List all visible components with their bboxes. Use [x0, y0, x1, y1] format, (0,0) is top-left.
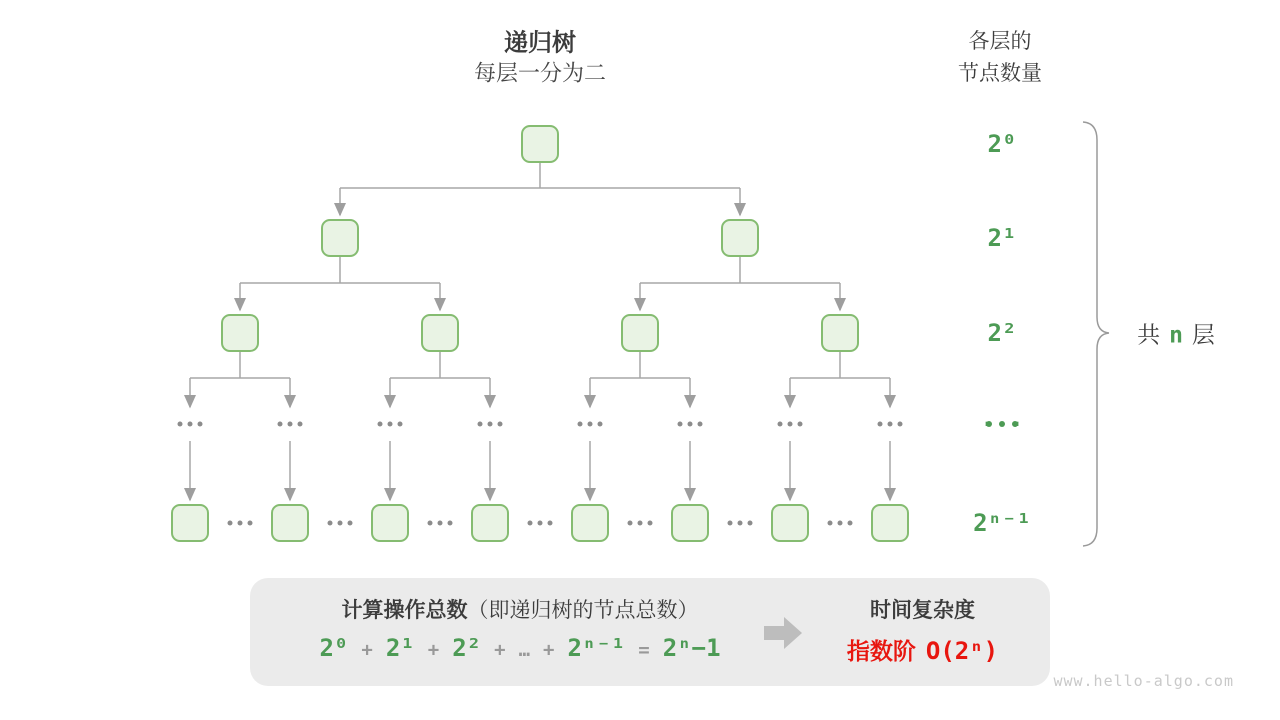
ellipsis-nodes-icon	[178, 422, 203, 427]
dot	[848, 521, 853, 526]
ellipsis-nodes-icon	[578, 422, 603, 427]
dot	[738, 521, 743, 526]
ellipsis-nodes-icon	[378, 422, 403, 427]
dot	[228, 521, 233, 526]
dot	[178, 422, 183, 427]
ellipsis-separator-icon	[628, 521, 653, 526]
dot	[878, 422, 883, 427]
tree-node-level2	[821, 314, 859, 352]
complexity-result	[847, 633, 998, 666]
dot	[188, 422, 193, 427]
tree-node-level4	[871, 504, 909, 542]
tree-node-level4	[471, 504, 509, 542]
operations-title-bold: 计算操作总数	[341, 599, 468, 622]
dot	[338, 521, 343, 526]
operations-summary	[270, 594, 770, 662]
formula-token: 2²	[452, 634, 482, 662]
dot	[198, 422, 203, 427]
formula-token: 2⁰	[319, 634, 349, 662]
tree-node-level4	[171, 504, 209, 542]
series-formula	[319, 634, 720, 662]
formula-token: +	[361, 639, 373, 661]
formula-token: 2ⁿ⁻¹	[567, 634, 626, 662]
ellipsis-separator-icon	[728, 521, 753, 526]
levels-brace	[1083, 122, 1109, 546]
dot	[488, 422, 493, 427]
level-count-label-3: ···	[980, 410, 1024, 438]
dot	[778, 422, 783, 427]
operations-title	[270, 594, 770, 624]
total-levels-suffix: 层	[1191, 321, 1215, 348]
dot	[698, 422, 703, 427]
dot	[478, 422, 483, 427]
dot	[288, 422, 293, 427]
diagram-title: 递归树	[504, 29, 576, 57]
ellipsis-nodes-icon	[878, 422, 903, 427]
dot	[348, 521, 353, 526]
dot	[638, 521, 643, 526]
dot	[538, 521, 543, 526]
operations-title-paren: （即递归树的节点总数）	[467, 599, 699, 622]
total-levels-prefix: 共	[1137, 321, 1161, 348]
tree-node-level2	[621, 314, 659, 352]
level-count-label-4: 2ⁿ⁻¹	[973, 509, 1031, 537]
formula-token: 2ⁿ−1	[662, 634, 721, 662]
formula-token: 2¹	[385, 634, 415, 662]
tree-node-level4	[771, 504, 809, 542]
level-count-label-2: 2²	[987, 319, 1017, 347]
dot	[728, 521, 733, 526]
dot	[278, 422, 283, 427]
dot	[688, 422, 693, 427]
ellipsis-nodes-icon	[478, 422, 503, 427]
dot	[578, 422, 583, 427]
level-count-label-1: 2¹	[987, 224, 1017, 252]
dot	[588, 422, 593, 427]
big-o-expression: O(2ⁿ)	[925, 637, 999, 665]
tree-node-level4	[571, 504, 609, 542]
dot	[438, 521, 443, 526]
dot	[448, 521, 453, 526]
complexity-class-label: 指数阶	[846, 638, 916, 664]
ellipsis-nodes-icon	[278, 422, 303, 427]
formula-token: =	[638, 639, 650, 661]
tree-node-level4	[671, 504, 709, 542]
dot	[798, 422, 803, 427]
dot	[898, 422, 903, 427]
ellipsis-separator-icon	[328, 521, 353, 526]
dot	[528, 521, 533, 526]
tree-node-level0	[521, 125, 559, 163]
diagram-subtitle: 每层一分为二	[473, 60, 607, 86]
level-count-header-line1: 各层的	[968, 30, 1032, 53]
total-levels-variable: n	[1169, 322, 1183, 349]
dot	[378, 422, 383, 427]
dot	[748, 521, 753, 526]
dot	[788, 422, 793, 427]
level-count-header-line2: 节点数量	[958, 62, 1042, 85]
dot	[828, 521, 833, 526]
ellipsis-separator-icon	[828, 521, 853, 526]
dot	[498, 422, 503, 427]
complexity-title: 时间复杂度	[870, 599, 975, 622]
dot	[298, 422, 303, 427]
formula-token: …	[518, 639, 531, 661]
ellipsis-separator-icon	[528, 521, 553, 526]
dot	[428, 521, 433, 526]
dot	[248, 521, 253, 526]
tree-node-level1	[321, 219, 359, 257]
dot	[888, 422, 893, 427]
complexity-summary	[815, 594, 1030, 666]
summary-box	[250, 578, 1050, 686]
dot	[388, 422, 393, 427]
ellipsis-separator-icon	[228, 521, 253, 526]
tree-node-level2	[421, 314, 459, 352]
dot	[398, 422, 403, 427]
formula-token: +	[494, 639, 506, 661]
level-count-label-0: 2⁰	[987, 130, 1017, 158]
tree-node-level2	[221, 314, 259, 352]
tree-node-level4	[371, 504, 409, 542]
dot	[838, 521, 843, 526]
dot	[598, 422, 603, 427]
tree-node-level1	[721, 219, 759, 257]
ellipsis-separator-icon	[428, 521, 453, 526]
tree-node-level4	[271, 504, 309, 542]
formula-token: +	[427, 639, 440, 661]
ellipsis-nodes-icon	[678, 422, 703, 427]
dot	[238, 521, 243, 526]
dot	[328, 521, 333, 526]
total-levels-label	[1137, 317, 1215, 350]
dot	[678, 422, 683, 427]
formula-token: +	[543, 639, 555, 661]
dot	[548, 521, 553, 526]
dot	[628, 521, 633, 526]
implies-arrow-icon	[764, 617, 802, 649]
ellipsis-nodes-icon	[778, 422, 803, 427]
watermark: www.hello-algo.com	[1053, 672, 1234, 690]
dot	[648, 521, 653, 526]
